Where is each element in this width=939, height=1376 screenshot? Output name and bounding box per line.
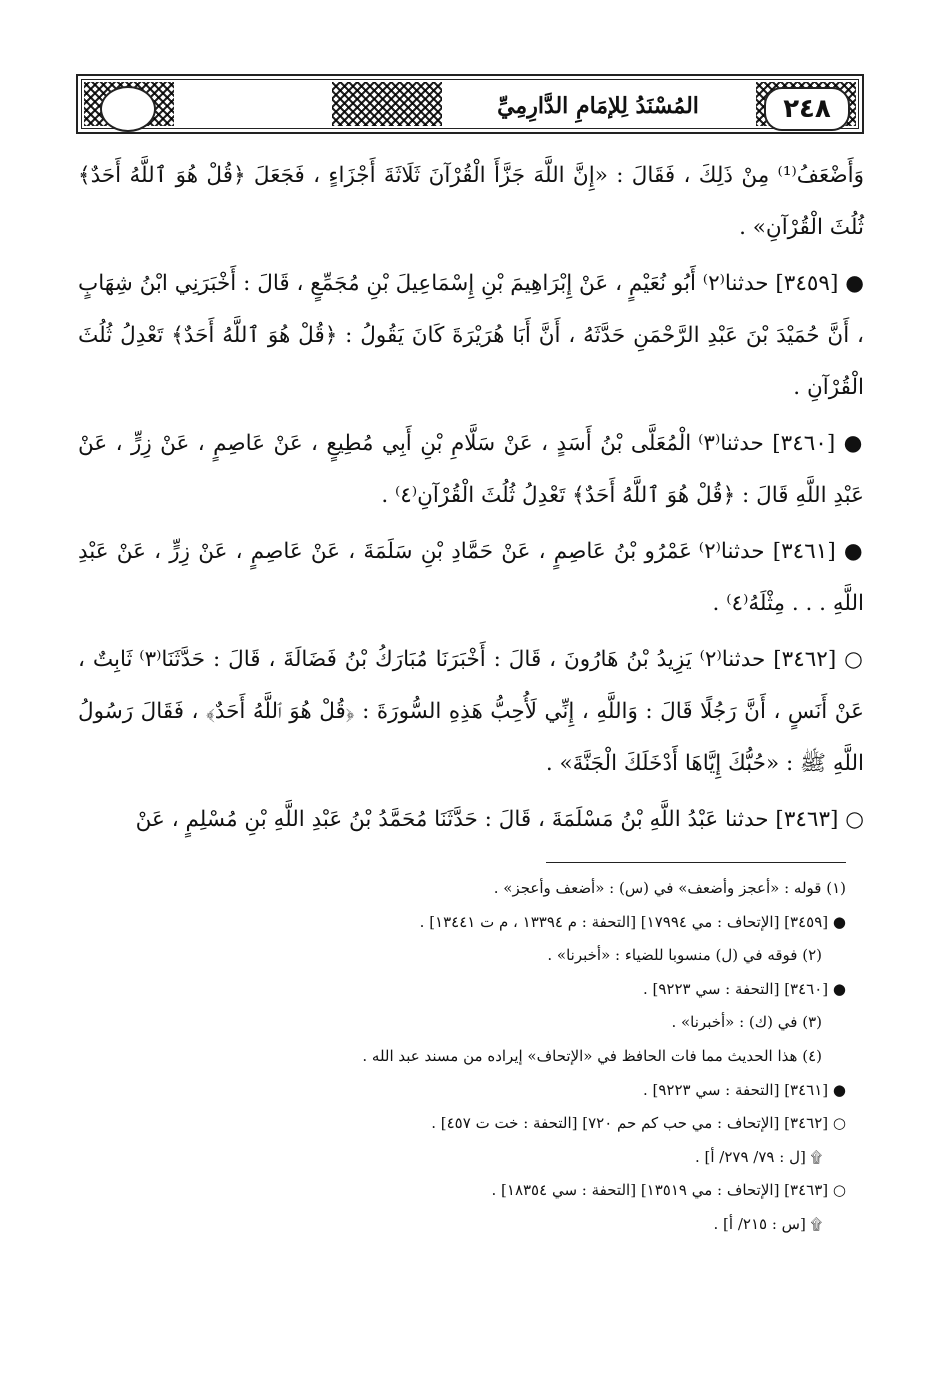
footnote-ref-3459: ● [٣٤٥٩] [الإتحاف : مي ١٧٩٩٤] [التحفة : م ١٣٣٩٤ ، م ت ١٣٤٤١] .: [419, 912, 846, 931]
paragraph-1: وَأَضْعَفُ⁽¹⁾ مِنْ ذَلِكَ ، فَقَالَ : «إِنَّ اللَّهَ جَزَّأَ الْقُرْآنَ ثَلَاثَةَ أَجْزَاءٍ ، فَجَعَلَ ﴿قُلْ هُوَ ٱللَّهُ أَحَدٌ﴾ ثُلُثَ الْقُرْآنِ» .: [78, 163, 864, 240]
hadith-3462: ○ [٣٤٦٢] حدثنا⁽٢⁾ يَزِيدُ بْنُ هَارُونَ ، قَالَ : أَخْبَرَنَا مُبَارَكُ بْنُ فَضَالَةَ ، قَالَ : حَدَّثَنَا⁽٣⁾ ثَابِتٌ ، عَنْ أَنَسٍ ، أَنَّ رَجُلًا قَالَ : وَاللَّهِ ، إِنِّي لَأُحِبُّ هَذِهِ السُّورَةَ : ﴿قُلْ هُوَ ٱللَّهُ أَحَدٌ﴾ ، فَقَالَ رَسُولُ اللَّهِ ﷺ : «حُبُّكَ إِيَّاهَا أَدْخَلَكَ الْجَنَّةَ» .: [78, 647, 864, 776]
footnote-ref-3462: ○ [٣٤٦٢] [الإتحاف : مي حب كم حم ٧٢٠] [التحفة : خت ت ٤٥٧] .: [431, 1114, 846, 1133]
page-header: [76, 74, 864, 134]
footnote-1: (١) قوله : «أعجز وأضعف» في (س) : «أضعف وأعجز» .: [493, 879, 846, 897]
title-medallion: [100, 86, 156, 132]
hadith-3461: ● [٣٤٦١] حدثنا⁽٢⁾ عَمْرُو بْنُ عَاصِمٍ ، عَنْ حَمَّادِ بْنِ سَلَمَةَ ، عَنْ عَاصِمٍ ، عَنْ زِرٍّ ، عَنْ عَبْدِ اللَّهِ . . . مِثْلَهُ⁽٤⁾ .: [78, 539, 865, 616]
header-frame: [81, 79, 859, 129]
running-title: المُسْنَدُ لِلإمَامِ الدَّارِمِيِّ: [442, 84, 754, 128]
footnote-ref-3461: ● [٣٤٦١] [التحفة : سي ٩٢٢٣] .: [642, 1080, 846, 1099]
footnote-ref-3460: ● [٣٤٦٠] [التحفة : سي ٩٢٢٣] .: [642, 979, 846, 998]
ornament-middle: [332, 82, 442, 126]
manuscript-ref-s: ۩ [س : ٢١٥/ أ] .: [713, 1214, 822, 1233]
page-number: ٢٤٨: [764, 87, 850, 131]
footnote-2: (٢) فوقه في (ل) منسوبا للضياء : «أخبرنا» .: [547, 946, 822, 965]
hadith-3460: ● [٣٤٦٠] حدثنا⁽٣⁾ الْمُعَلَّى بْنُ أَسَدٍ ، عَنْ سَلَّامِ بْنِ أَبِي مُطِيعٍ ، عَنْ عَاصِمٍ ، عَنْ زِرٍّ ، عَنْ عَبْدِ اللَّهِ قَالَ : ﴿قُلْ هُوَ ٱللَّهُ أَحَدٌ﴾ تَعْدِلُ ثُلُثَ الْقُرْآنِ⁽٤⁾ .: [78, 431, 864, 508]
footnote-3: (٣) في (ك) : «أخبرنا» .: [671, 1013, 822, 1032]
main-text: [78, 150, 864, 850]
footnote-divider: [546, 862, 846, 863]
hadith-3463: ○ [٣٤٦٣] حدثنا عَبْدُ اللَّهِ بْنُ مَسْلَمَةَ ، قَالَ : حَدَّثَنَا مُحَمَّدُ بْنُ عَبْدِ اللَّهِ بْنِ مُسْلِمٍ ، عَنْ: [135, 807, 864, 832]
footnote-4: (٤) هذا الحديث مما فات الحافظ في «الإتحاف» إيراده من مسند عبد الله .: [362, 1046, 822, 1065]
footnote-ref-3463: ○ [٣٤٦٣] [الإتحاف : مي ١٣٥١٩] [التحفة : سي ١٨٣٥٤] .: [491, 1181, 846, 1200]
manuscript-ref-l: ۩ [ل : ٧٩/ ٢٧٩/ أ] .: [694, 1147, 822, 1166]
footnotes: [300, 872, 846, 1242]
hadith-3459: ● [٣٤٥٩] حدثنا⁽٢⁾ أَبُو نُعَيْمٍ ، عَنْ إِبْرَاهِيمَ بْنِ إِسْمَاعِيلَ بْنِ مُجَمِّعٍ ، قَالَ : أَخْبَرَنِي ابْنُ شِهَابٍ ، أَنَّ حُمَيْدَ بْنَ عَبْدِ الرَّحْمَنِ حَدَّثَهُ ، أَنَّ أَبَا هُرَيْرَةَ كَانَ يَقُولُ : ﴿قُلْ هُوَ ٱللَّهُ أَحَدٌ﴾ تَعْدِلُ ثُلُثَ الْقُرْآنِ .: [78, 271, 864, 400]
